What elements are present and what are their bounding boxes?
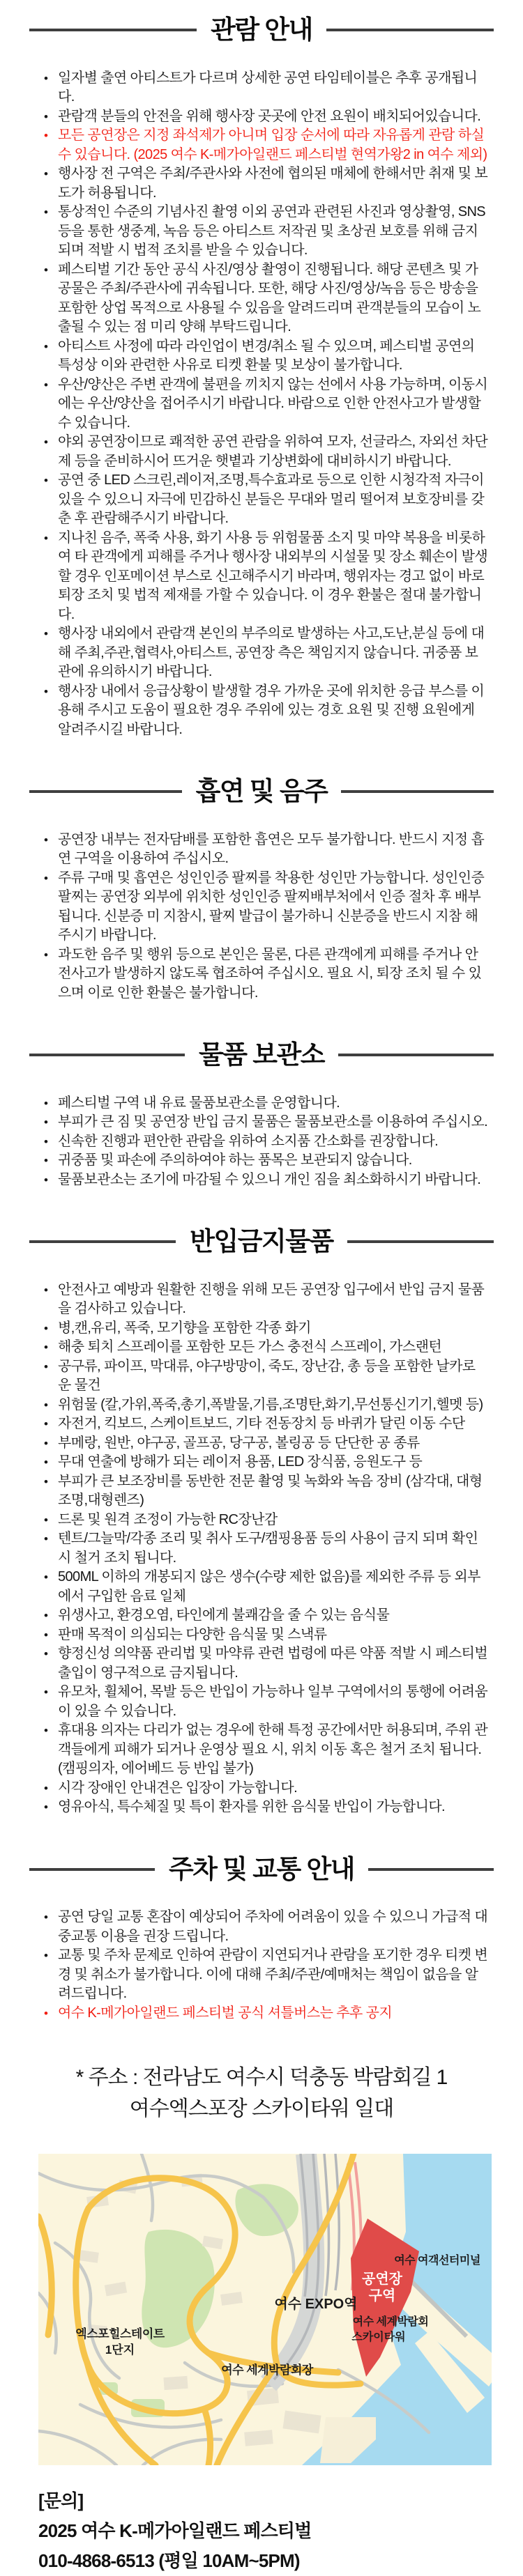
map-label-expo-hall: 여수 세계박람회장 [221,2363,313,2377]
bullet-item: • 신속한 진행과 편안한 관람을 위하여 소지품 간소화를 권장합니다. [43,1132,488,1152]
bullet-item: • 부피가 큰 보조장비를 동반한 전문 촬영 및 녹화와 녹음 장비 (삼각대, 대형조명,대형렌즈) [43,1472,488,1511]
section-title-parking-traffic: 주차 및 교통 안내 [168,1854,355,1883]
bullet-item: • 부피가 큰 짐 및 공연장 반입 금지 물품은 물품보관소를 이용하여 주십시오. [43,1113,488,1132]
bullet-item: • 위험물 (칼,가위,폭죽,총기,폭발물,기름,조명탄,화기,무선통신기기,헬멧 등) [43,1396,488,1415]
contact-info [38,2486,523,2576]
bullet-item: • 500ML 이하의 개봉되지 않은 생수(수량 제한 없음)를 제외한 주류 등 외부에서 구입한 음료 일체 [43,1568,488,1606]
bullet-item: • 행사장 내에서 응급상황이 발생할 경우 가까운 곳에 위치한 응급 부스를 이용해 주시고 도움이 필요한 경우 주위에 있는 경호 요원 및 진행 요원에게 알려주시길 바랍니다. [43,682,488,740]
prohibited-items-list [43,1281,488,1817]
map-label-hillstate: 엑스포힐스테이트 [75,2327,165,2341]
header-rule-left [29,1868,155,1871]
venue-address [0,2062,523,2124]
bullet-item: • 공구류, 파이프, 막대류, 야구방망이, 죽도, 장난감, 총 등을 포함한 날카로운 물건 [43,1357,488,1396]
map-label-venue-zone2: 구역 [368,2288,396,2304]
header-rule-left [29,1240,176,1243]
section-header-storage [29,1040,494,1070]
bullet-item: • 지나친 음주, 폭죽 사용, 화기 사용 등 위험물품 소지 및 마약 복용을 비롯하여 타 관객에게 피해를 주거나 행사장 내외부의 시설물 및 장소 훼손이 발생할 경우 인포메이션 부스로 신고해주시기 바라며, 행위자는 경고 없이 바로 퇴장 조치 및 법적 제재를 가할 수 있습니다. 이 경우 환불은 절대 불가합니다. [43,529,488,625]
section-header-smoking-drinking [29,777,494,807]
map-label-hillstate2: 1단지 [105,2343,135,2357]
bullet-item: • 병,캔,유리, 폭죽, 모기향을 포함한 각종 화기 [43,1319,488,1339]
header-rule-right [368,1868,494,1871]
map-label-venue-zone: 공연장 [362,2272,402,2288]
bullet-item: • 여수 K-메가아일랜드 페스티벌 공식 셔틀버스는 추후 공지 [43,2004,488,2023]
bullet-item: • 해충 퇴치 스프레이를 포함한 모든 가스 충전식 스프레이, 가스랜턴 [43,1338,488,1357]
venue-address-line2: 여수엑스포장 스카이타워 일대 [129,2097,394,2121]
smoking-drinking-list [43,831,488,1003]
bullet-item: • 우산/양산은 주변 관객에 불편을 끼치지 않는 선에서 사용 가능하며, 이동시에는 우산/양산을 접어주시기 바랍니다. 바람으로 인한 안전사고가 발생할 수 있습니다. [43,376,488,433]
bullet-item: • 위생사고, 환경오염, 타인에게 불쾌감을 줄 수 있는 음식물 [43,1606,488,1626]
bullet-item: • 관람객 분들의 안전을 위해 행사장 곳곳에 안전 요원이 배치되어있습니다. [43,107,488,127]
bullet-item: • 영유아식, 특수체질 및 특이 환자를 위한 음식물 반입이 가능합니다. [43,1798,488,1817]
contact-phone: 010-4868-6513 (평일 10AM~5PM) [38,2550,300,2572]
bullet-item: • 공연 당일 교통 혼잡이 예상되어 주차에 어려움이 있을 수 있으니 가급적 대중교통 이용을 권장 드립니다. [43,1908,488,1946]
section-title-prohibited-items: 반입금지물품 [190,1227,333,1256]
header-rule-left [29,29,197,31]
bullet-item: • 자전거, 킥보드, 스케이트보드, 기타 전동장치 등 바퀴가 달린 이동 수단 [43,1414,488,1434]
parking-traffic-list [43,1908,488,2023]
bullet-item: • 판매 목적이 의심되는 다양한 음식물 및 스낵류 [43,1626,488,1645]
bullet-item: • 아티스트 사정에 따라 라인업이 변경/취소 될 수 있으며, 페스티벌 공연의 특성상 이와 관련한 사유로 티켓 환불 및 보상이 불가합니다. [43,337,488,376]
map-label-skytower: 여수 세계박람회 [352,2316,429,2329]
bullet-item: • 부메랑, 원반, 야구공, 골프공, 당구공, 볼링공 등 단단한 공 종류 [43,1434,488,1453]
bullet-item: • 공연 중 LED 스크린,레이저,조명,특수효과로 등으로 인한 시청각적 자극이 있을 수 있으니 자극에 민감하신 분들은 무대와 멀리 떨어져 보호장비를 갖춘 후 관람해주시기 바랍니다. [43,471,488,529]
bullet-item: • 텐트/그늘막/각종 조리 및 취사 도구/캠핑용품 등의 사용이 금지 되며 확인 시 철거 조치 됩니다. [43,1529,488,1568]
header-rule-right [341,790,494,793]
section-header-viewing [29,0,494,45]
bullet-item: • 교통 및 주차 문제로 인하여 관람이 지연되거나 관람을 포기한 경우 티켓 변경 및 취소가 불가합니다. 이에 대해 주최/주관/예매처는 책임이 없음을 알려드립니다. [43,1946,488,2004]
bullet-item: • 과도한 음주 및 행위 등으로 본인은 물론, 다른 관객에게 피해를 주거나 안전사고가 발생하지 않도록 협조하여 주십시오. 필요 시, 퇴장 조치 될 수 있으며 이로 인한 환불은 불가합니다. [43,946,488,1003]
bullet-item: • 행사장 전 구역은 주최/주관사와 사전에 협의된 매체에 한해서만 취재 및 보도가 허용됩니다. [43,164,488,203]
map-label-expo-station: 여수 EXPO역 [274,2297,358,2313]
bullet-item: • 드론 및 원격 조정이 가능한 RC장난감 [43,1511,488,1530]
header-rule-right [347,1240,494,1243]
section-title-viewing: 관람 안내 [211,15,312,44]
bullet-item: • 공연장 내부는 전자담배를 포함한 흡연은 모두 불가합니다. 반드시 지정 흡연 구역을 이용하여 주십시오. [43,831,488,869]
storage-list [43,1094,488,1190]
bullet-item: • 일자별 출연 아티스트가 다르며 상세한 공연 타임테이블은 추후 공개됩니다. [43,69,488,107]
bullet-item: • 야외 공연장이므로 쾌적한 공연 관람을 위하여 모자, 선글라스, 자외선 차단제 등을 준비하시어 뜨거운 햇볕과 기상변화에 대비하시기 바랍니다. [43,433,488,471]
bullet-item: • 페스티벌 기간 동안 공식 사진/영상 촬영이 진행됩니다. 해당 콘텐츠 및 가공물은 주최/주관사에 귀속됩니다. 또한, 해당 사진/영상/녹음 등은 방송을 포함한 상업 목적으로 사용될 수 있음을 알려드리며 관객분들의 모습이 노출될 수 있는 점 미리 양해 부탁드립니다. [43,261,488,337]
section-title-smoking-drinking: 흡연 및 음주 [195,777,328,806]
viewing-guide-list [43,69,488,740]
venue-map [38,2154,492,2465]
bullet-item: • 휴대용 의자는 다리가 없는 경우에 한해 특정 공간에서만 허용되며, 주위 관객들에게 피해가 되거나 운영상 필요 시, 위치 이동 혹은 철거 조치 됩니다. (캠핑의자, 에어베드 등 반입 불가) [43,1721,488,1779]
bullet-item: • 모든 공연장은 지정 좌석제가 아니며 입장 순서에 따라 자유롭게 관람 하실 수 있습니다. (2025 여수 K-메가아일랜드 페스티벌 현역가왕2 in 여수 제외) [43,126,488,164]
contact-festival-name: 2025 여수 K-메가아일랜드 페스티벌 [38,2520,312,2542]
map-label-ferry-terminal: 여수 여객선터미널 [394,2255,480,2267]
bullet-item: • 페스티벌 구역 내 유료 물품보관소를 운영합니다. [43,1094,488,1113]
bullet-item: • 시각 장애인 안내견은 입장이 가능합니다. [43,1779,488,1798]
header-rule-left [29,1054,185,1056]
header-rule-right [326,29,494,31]
bullet-item: • 통상적인 수준의 기념사진 촬영 이외 공연과 관련된 사진과 영상촬영, SNS등을 통한 생중계, 녹음 등은 아티스트 저작권 및 초상권 보호를 위해 금지되며 적발 시 법적 조치를 받을 수 있습니다. [43,203,488,261]
contact-heading: [문의] [38,2490,84,2512]
header-rule-right [338,1054,494,1056]
bullet-item: • 귀중품 및 파손에 주의하여야 하는 품목은 보관되지 않습니다. [43,1151,488,1171]
venue-address-line1: * 주소 : 전라남도 여수시 덕충동 박람회길 1 [75,2066,448,2090]
bullet-item: • 행사장 내외에서 관람객 본인의 부주의로 발생하는 사고,도난,분실 등에 대해 주최,주관,협력사,아티스트, 공연장 측은 책임지지 않습니다. 귀중품 보관에 유의하시기 바랍니다. [43,624,488,682]
bullet-item: • 향정신성 의약품 관리법 및 마약류 관련 법령에 따른 약품 적발 시 페스티벌 출입이 영구적으로 금지됩니다. [43,1644,488,1683]
header-rule-left [29,790,182,793]
bullet-item: • 물품보관소는 조기에 마감될 수 있으니 개인 짐을 최소화하시기 바랍니다. [43,1171,488,1190]
section-title-storage: 물품 보관소 [199,1040,324,1070]
bullet-item: • 유모차, 휠체어, 목발 등은 반입이 가능하나 일부 구역에서의 통행에 어려움이 있을 수 있습니다. [43,1683,488,1721]
bullet-item: • 주류 구매 및 흡연은 성인인증 팔찌를 착용한 성인만 가능합니다. 성인인증 팔찌는 공연장 외부에 위치한 성인인증 팔찌배부처에서 인증 절차 후 배부됩니다. 신분증 미 지참시, 팔찌 발급이 불가하니 신분증을 반드시 지참 해주시기 바랍니다. [43,869,488,946]
bullet-item: • 안전사고 예방과 원활한 진행을 위해 모든 공연장 입구에서 반입 금지 물품을 검사하고 있습니다. [43,1281,488,1319]
section-header-prohibited-items [29,1227,494,1257]
bullet-item: • 무대 연출에 방해가 되는 레이저 용품, LED 장식품, 응원도구 등 [43,1453,488,1472]
section-header-parking-traffic [29,1855,494,1885]
map-label-skytower2: 스카이타워 [351,2331,406,2344]
